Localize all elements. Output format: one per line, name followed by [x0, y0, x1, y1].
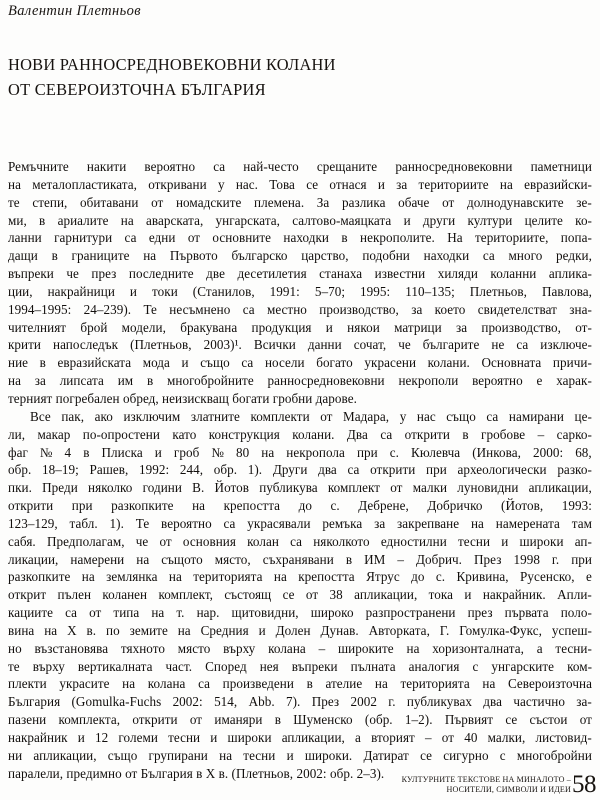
text-line: пки. Преди няколко години В. Йотов публикува комплект от малки луновидни апликации,: [8, 480, 592, 496]
text-line: чителният брой модели, бракувана продукция и някои матрици за производство, от-: [8, 319, 592, 335]
text-line: ние в евразийската мода и също са носели богато украсени колани. Основната причи-: [8, 355, 592, 371]
text-line: те степи, обитавани от номадските племена. За разлика обаче от долнодунавските зе-: [8, 194, 592, 210]
text-line: вина на X в. по земите на Средния и Долен Дунав. Авторката, Г. Гомулка-Фукс, успеш-: [8, 622, 592, 638]
text-line: на металопластиката, откривани у нас. Това се отнася и за териториите на евразийски-: [8, 176, 592, 192]
text-line: крити напоследък (Плетньов, 2003)¹. Всички данни сочат, че българите не са изключе-: [8, 337, 592, 353]
text-line: ни апликации, също групирани на тесни и широки. Датират се сигурно с многобройни: [8, 747, 592, 763]
text-line: обр. 18–19; Рашев, 1992: 244, обр. 1). Други два са открити при археологически разко-: [8, 462, 592, 478]
footer-series-title: [402, 775, 571, 796]
text-line: въпреки че през последните две десетилетия станаха известни хиляди коланни аплика-: [8, 266, 592, 282]
footer-line-2: НОСИТЕЛИ, СИМВОЛИ И ИДЕИ: [446, 784, 571, 794]
text-line: плекти украсите на колана са произведени в ателие на територията на Североизточна: [8, 676, 592, 692]
text-line: ланни гарнитури са едни от основните находки в некрополите. На териториите, попа-: [8, 230, 592, 246]
paragraph-2: [8, 408, 592, 783]
text-line: открит пълен коланен комплект, състоящ се от 38 апликации, тока и накрайник. Апли-: [8, 587, 592, 603]
footer-line-1: КУЛТУРНИТЕ ТЕКСТОВЕ НА МИНАЛОТО –: [401, 774, 571, 784]
page-number: 58: [572, 771, 596, 798]
text-line: те върху вертикалната част. Според нея въпреки пълната аналогия с унгарските ком-: [8, 658, 592, 674]
text-line: 1994–1995: 24–239). Те несъмнено са местно производство, за което свидетелстват зна-: [8, 301, 592, 317]
text-line: разкопките на землянка на територията на крепостта Ятрус до с. Кривина, Русенско, е: [8, 569, 592, 585]
paragraph-1: [8, 158, 592, 408]
text-line: открити при разкопките на крепостта до с. Дебрене, Добричко (Йотов, 1993:: [8, 498, 592, 514]
text-line: Все пак, ако изключим златните комплекти от Мадара, у нас също са намирани це-: [30, 408, 592, 424]
title-line-1: НОВИ РАННОСРЕДНОВЕКОВНИ КОЛАНИ: [8, 55, 336, 74]
text-line: ликации, намерени на същото място, съхранявани в ИМ – Добрич. През 1998 г. при: [8, 551, 592, 567]
text-line: на за липсата им в многобройните ранносредновековни некрополи вероятно е харак-: [8, 373, 592, 389]
text-line: дащи в границите на Първото българско царство, подобни находки са много редки,: [8, 248, 592, 264]
text-line: но възстановява тяхното място върху колана – широките на хоризонталната, а тесни-: [8, 640, 592, 656]
text-line: накрайник и 12 големи тесни и широки апликации, а вторият – от 40 малки, листовид-: [8, 730, 592, 745]
text-line: сабя. Предполагам, че от основния колан са няколкото едностилни тесни и широки ап-: [8, 533, 592, 549]
text-line: 123–129, табл. 1). Те вероятно са украсявали ремъка за закрепване на намерената там: [8, 515, 592, 531]
title-line-2: ОТ СЕВЕРОИЗТОЧНА БЪЛГАРИЯ: [8, 80, 266, 99]
text-line: терният погребален обред, неизискващ богати гробни дарове.: [8, 390, 357, 406]
text-line: фаг № 4 в Плиска и гроб № 80 на некропола при с. Кюлевча (Инкова, 2000: 68,: [8, 444, 592, 460]
text-line: ли, макар по-опростени като конструкция колани. Два са открити в гробове – сарко-: [8, 426, 592, 442]
text-line: ми, в ариалите на аварската, унгарската, салтово-маяцката и други култури целите ко-: [8, 212, 592, 228]
running-head-author: Валентин Плетньов: [8, 3, 141, 19]
text-line: пазени комплекта, открити от иманяри в Шуменско (обр. 1–2). Първият се състои от: [8, 712, 592, 728]
text-line: Ремъчните накити вероятно са най-често срещаните ранносредновековни паметници: [8, 159, 592, 174]
text-line: кациите са от типа на т. нар. щитовидни, широко разпространени през първата поло-: [8, 605, 592, 621]
text-line: ции, накрайници и токи (Станилов, 1991: 5–70; 1995: 110–135; Плетньов, Павлова,: [8, 283, 592, 299]
text-line: паралели, предимно от България в X в. (Плетньов, 2002: обр. 2–3).: [8, 765, 385, 781]
page-title: [8, 52, 508, 102]
text-line: България (Gomulka-Fuchs 2002: 514, Abb. 7). През 2002 г. публикувах два частично за-: [8, 694, 592, 710]
page-footer: [401, 771, 596, 798]
body-text: [8, 158, 592, 783]
